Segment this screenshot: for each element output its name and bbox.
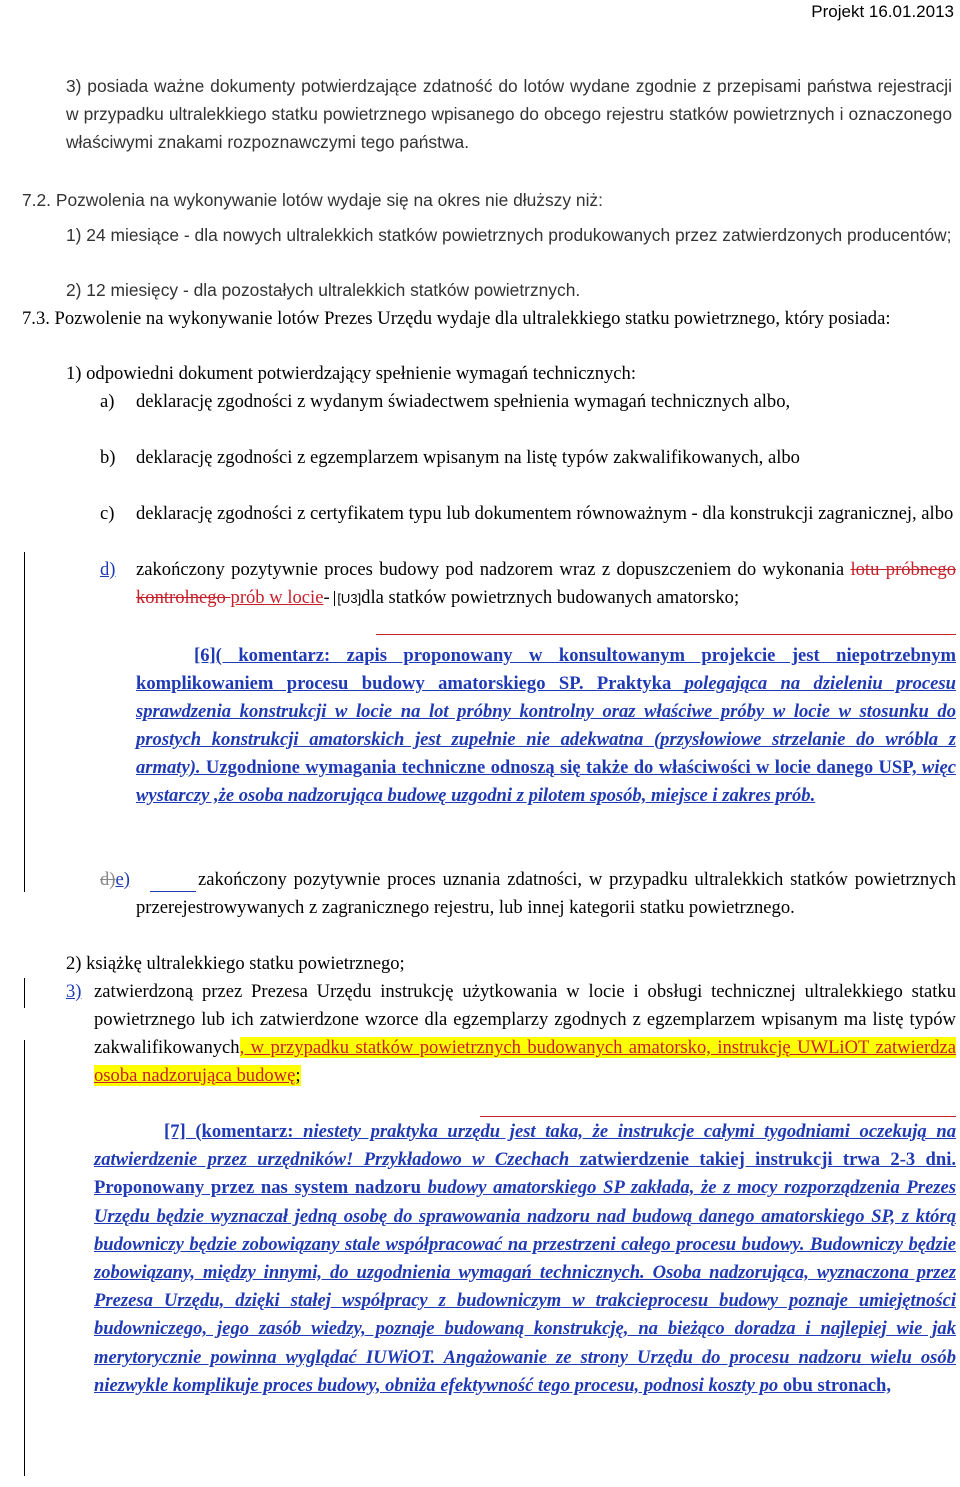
revision-underline xyxy=(376,634,956,635)
change-bar xyxy=(24,978,25,1008)
change-bar xyxy=(24,552,25,892)
section-7-2-item-1: 1) 24 miesiące - dla nowych ultralekkich statków powietrznych produkowanych przez zatwierdzonych producentów; xyxy=(66,225,952,245)
comment-6-italic-2: więc wystarczy ,że osoba nadzorująca budowę uzgodni z pilotem sposób, miejsce i zakres prób. xyxy=(136,757,956,806)
project-date-header: Projekt 16.01.2013 xyxy=(811,2,954,21)
comment-anchor-u3[interactable]: [U3] xyxy=(334,591,361,606)
item-3-text: zatwierdzoną przez Prezesa Urzędu instrukcję użytkowania w locie i obsługi technicznej ultralekkiego statku powietrznego lub ich zatwierdzone wzorce dla egzemplarzy zgodnych z egzemplarzem wpisanym ma listę typów zakwalifikowanych xyxy=(94,981,956,1058)
list-label-3-inserted: 3) xyxy=(66,981,82,1002)
section-7-3-intro: 7.3. Pozwolenie na wykonywanie lotów Prezes Urzędu wydaje dla ultralekkiego statku powietrznego, który posiada: xyxy=(22,308,891,329)
change-bar xyxy=(24,1040,25,1476)
list-item-d-tail: dla statków powietrznych budowanych amatorsko; xyxy=(361,587,740,608)
revision-underline xyxy=(480,1116,956,1117)
comment-7-bold: zatwierdzenie takiej instrukcji trwa 2-3 dni. Proponowany przez nas system nadzoru xyxy=(94,1149,957,1199)
list-label-d xyxy=(100,556,136,584)
list-label-d-inserted: d) xyxy=(100,559,116,580)
inserted-text: prób w locie xyxy=(230,587,324,608)
list-item-d-dash: - xyxy=(323,587,335,608)
list-item-e: zakończony pozytywnie proces uznania zdatności, w przypadku ultralekkich statków powietrznych przerejestrowywanych z zagranicznego rejestru, lub innej kategorii statku powietrznego. xyxy=(136,869,956,918)
comment-6-heading: [6]( komentarz: zapis proponowany w konsultowanym projekcie jest niepotrzebnym komplikowaniem procesu budowy amatorskiego SP. xyxy=(136,645,956,694)
section-7-2-intro: 7.2. Pozwolenia na wykonywanie lotów wydaje się na okres nie dłuższy niż: xyxy=(22,190,603,210)
inserted-label: e) xyxy=(115,869,130,890)
deleted-text: lotu próbnego kontrolnego xyxy=(136,559,956,608)
list-label-c: c) xyxy=(100,503,115,524)
deleted-label: d) xyxy=(100,869,116,890)
comment-6-bold-2: Uzgodnione wymagania techniczne odnoszą się także do właściwości w locie danego USP, xyxy=(200,757,922,778)
comment-6 xyxy=(136,642,956,810)
list-label-3 xyxy=(66,978,96,1006)
list-item-a: deklarację zgodności z wydanym świadectwem spełnienia wymagań technicznych albo, xyxy=(136,391,791,412)
item-3-inserted-highlight: , w przypadku statków powietrznych budowanych amatorsko, instrukcję UWLiOT zatwierdza osoba nadzorująca budowę xyxy=(94,1037,956,1086)
comment-7-italic-2: budowy amatorskiego SP zakłada, że z mocy rozporządzenia Prezes Urzędu będzie wyznaczał jedną osobę do sprawowania nadzoru nad budową danego amatorskiego SP, z którą budowniczy będzie zobowiązany stale współpracować na przestrzeni całego procesu budowy. Budowniczy będzie zobowiązany, między innymi, do uzgodnienia wymagań technicznych. Osoba nadzorująca, wyznaczona przez Prezesa Urzędu, dzięki stałej współpracy z budowniczym w trakcieprocesu budowy poznaje umiejętności budowniczego, jego zasób wiedzy, poznaje budowaną konstrukcję, na bieżąco doradza i najlepiej wie jak merytorycznie powinna wyglądać IUWiOT. Angażowanie ze strony Urzędu do procesu nadzoru wielu osób niezwykle komplikuje proces budowy, obniża efektywność tego procesu, podnosi koszty po xyxy=(94,1177,956,1396)
comment-7-italic: niestety praktyka urzędu jest taka, że instrukcje całymi tygodniami oczekują na zatwierdzenie przez urzędników! Przykładowo w Czechach xyxy=(94,1121,956,1171)
list-label-b: b) xyxy=(100,447,116,468)
comment-7-heading: [7] (komentarz: xyxy=(164,1121,304,1142)
comment-7 xyxy=(94,1118,956,1400)
item-3-end: ; xyxy=(295,1065,301,1086)
section-7-3-item-1: 1) odpowiedni dokument potwierdzający spełnienie wymagań technicznych: xyxy=(66,363,637,384)
list-item-d-text: zakończony pozytywnie proces budowy pod nadzorem wraz z dopuszczeniem do wykonania xyxy=(136,559,851,580)
list-label-a: a) xyxy=(100,391,115,412)
section-7-3-item-2: 2) książkę ultralekkiego statku powietrznego; xyxy=(66,953,405,974)
list-item-c: deklarację zgodności z certyfikatem typu lub dokumentem równoważnym - dla konstrukcji zagranicznej, albo xyxy=(136,503,954,524)
comment-6-italic: polegająca na dzieleniu procesu sprawdzenia konstrukcji w locie na lot próbny kontrolny oraz właściwe próby w locie w stosunku do prostych konstrukcji amatorskich jest zupełnie nie adekwatna (przysłowiowe strzelanie do wróbla z armaty). xyxy=(136,673,956,778)
section-7-3-item-3 xyxy=(94,978,956,1090)
comment-6-bold: Praktyka xyxy=(596,673,685,694)
paragraph-item-3: 3) posiada ważne dokumenty potwierdzające zdatność do lotów wydane zgodnie z przepisami państwa rejestracji w przypadku ultralekkiego statku powietrznego wpisanego do obcego rejestru statków powietrznych i oznaczonego właściwymi znakami rozpoznawczymi tego państwa. xyxy=(66,76,952,152)
comment-7-tail: obu stronach, xyxy=(782,1374,891,1396)
list-item-b: deklarację zgodności z egzemplarzem wpisanym na listę typów zakwalifikowanych, albo xyxy=(136,447,800,468)
list-item-d xyxy=(136,556,956,613)
section-7-2-item-2: 2) 12 miesięcy - dla pozostałych ultralekkich statków powietrznych. xyxy=(66,280,581,300)
